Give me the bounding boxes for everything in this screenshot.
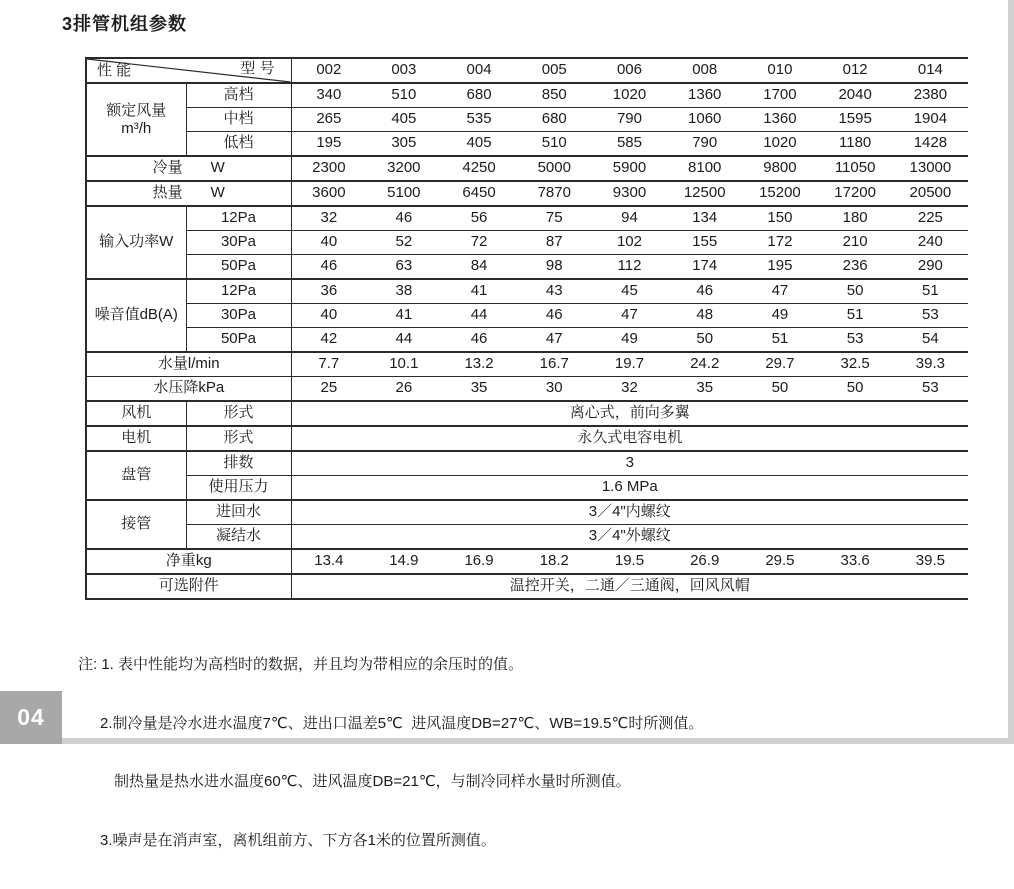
- value-cell: 2380: [893, 83, 968, 108]
- row-group-label: 输入功率W: [86, 206, 186, 279]
- value-cell: 19.5: [592, 549, 667, 574]
- value-cell: 56: [441, 206, 516, 231]
- value-cell: 63: [366, 255, 441, 280]
- row-sub-label: 低档: [186, 132, 291, 157]
- table-row: [86, 549, 968, 574]
- table-row: [86, 206, 968, 231]
- row-group-label: 盘管: [86, 451, 186, 500]
- model-header-cell: 014: [893, 58, 968, 83]
- value-cell: 32.5: [818, 352, 893, 377]
- value-cell: 1060: [667, 108, 742, 132]
- value-cell: 50: [818, 377, 893, 402]
- row-sub-label: 形式: [186, 401, 291, 426]
- value-cell: 44: [366, 328, 441, 353]
- model-header-cell: 010: [742, 58, 817, 83]
- value-cell: 41: [366, 304, 441, 328]
- table-row: [86, 451, 968, 476]
- value-cell: 53: [818, 328, 893, 353]
- table-row: [86, 426, 968, 451]
- value-cell: 3200: [366, 156, 441, 181]
- value-cell: 1020: [592, 83, 667, 108]
- performance-axis-label: 性 能: [97, 62, 132, 80]
- value-cell: 42: [291, 328, 366, 353]
- model-header-cell: 012: [818, 58, 893, 83]
- row-sub-label: 30Pa: [186, 231, 291, 255]
- value-cell: 47: [592, 304, 667, 328]
- value-cell: 195: [742, 255, 817, 280]
- value-cell: 6450: [441, 181, 516, 206]
- row-group-label: 噪音值dB(A): [86, 279, 186, 352]
- value-cell: 50: [818, 279, 893, 304]
- footnotes: [78, 616, 703, 889]
- table-row: [86, 352, 968, 377]
- row-sub-label: 30Pa: [186, 304, 291, 328]
- value-cell: 52: [366, 231, 441, 255]
- page-edge-right: [1008, 0, 1014, 744]
- model-header-cell: 006: [592, 58, 667, 83]
- row-sub-label: 形式: [186, 426, 291, 451]
- value-cell: 340: [291, 83, 366, 108]
- row-sub-label: 50Pa: [186, 328, 291, 353]
- row-label: 水压降kPa: [86, 377, 291, 402]
- value-cell: 43: [517, 279, 592, 304]
- span-value-cell: 1.6 MPa: [291, 476, 968, 501]
- value-cell: 29.7: [742, 352, 817, 377]
- value-cell: 24.2: [667, 352, 742, 377]
- value-cell: 40: [291, 304, 366, 328]
- model-header-cell: 008: [667, 58, 742, 83]
- table-row: [86, 231, 968, 255]
- value-cell: 25: [291, 377, 366, 402]
- value-cell: 2040: [818, 83, 893, 108]
- value-cell: 46: [441, 328, 516, 353]
- footnote-line: 注: 1. 表中性能均为高档时的数据，并且均为带相应的余压时的值。: [78, 656, 524, 673]
- row-group-label: 风机: [86, 401, 186, 426]
- value-cell: 94: [592, 206, 667, 231]
- value-cell: 13.4: [291, 549, 366, 574]
- value-cell: 7870: [517, 181, 592, 206]
- value-cell: 18.2: [517, 549, 592, 574]
- value-cell: 5900: [592, 156, 667, 181]
- span-value-cell: 3: [291, 451, 968, 476]
- value-cell: 510: [366, 83, 441, 108]
- table-row: [86, 377, 968, 402]
- value-cell: 1428: [893, 132, 968, 157]
- value-cell: 680: [441, 83, 516, 108]
- table-row: [86, 181, 968, 206]
- footnote-line: 3.噪声是在消声室，离机组前方、下方各1米的位置所测值。: [100, 831, 496, 849]
- value-cell: 44: [441, 304, 516, 328]
- row-sub-label: 进回水: [186, 500, 291, 525]
- value-cell: 405: [441, 132, 516, 157]
- row-label: 净重kg: [86, 549, 291, 574]
- value-cell: 54: [893, 328, 968, 353]
- value-cell: 3600: [291, 181, 366, 206]
- value-cell: 680: [517, 108, 592, 132]
- value-cell: 47: [742, 279, 817, 304]
- value-cell: 2300: [291, 156, 366, 181]
- value-cell: 290: [893, 255, 968, 280]
- table-row: [86, 83, 968, 108]
- table-row: [86, 132, 968, 157]
- table-row: [86, 500, 968, 525]
- value-cell: 5100: [366, 181, 441, 206]
- value-cell: 510: [517, 132, 592, 157]
- value-cell: 48: [667, 304, 742, 328]
- value-cell: 51: [893, 279, 968, 304]
- value-cell: 50: [742, 377, 817, 402]
- span-value-cell: 3／4"内螺纹: [291, 500, 968, 525]
- value-cell: 12500: [667, 181, 742, 206]
- value-cell: 8100: [667, 156, 742, 181]
- value-cell: 585: [592, 132, 667, 157]
- value-cell: 20500: [893, 181, 968, 206]
- table-row: [86, 574, 968, 599]
- value-cell: 4250: [441, 156, 516, 181]
- value-cell: 265: [291, 108, 366, 132]
- row-sub-label: 高档: [186, 83, 291, 108]
- footnote-line: 2.制冷量是冷水进水温度7℃、进出口温差5℃ 进风温度DB=27℃、WB=19.5℃时所测值。: [100, 714, 704, 732]
- table-row: [86, 476, 968, 501]
- value-cell: 35: [667, 377, 742, 402]
- value-cell: 1595: [818, 108, 893, 132]
- value-cell: 53: [893, 304, 968, 328]
- value-cell: 305: [366, 132, 441, 157]
- value-cell: 112: [592, 255, 667, 280]
- spec-table-body: [86, 83, 968, 599]
- row-group-label: 接管: [86, 500, 186, 549]
- value-cell: 850: [517, 83, 592, 108]
- value-cell: 50: [667, 328, 742, 353]
- value-cell: 39.3: [893, 352, 968, 377]
- value-cell: 87: [517, 231, 592, 255]
- row-group-label: [86, 83, 186, 156]
- value-cell: 535: [441, 108, 516, 132]
- table-row: [86, 255, 968, 280]
- table-row: [86, 108, 968, 132]
- value-cell: 15200: [742, 181, 817, 206]
- model-header-cell: 002: [291, 58, 366, 83]
- value-cell: 32: [592, 377, 667, 402]
- table-row: [86, 156, 968, 181]
- value-cell: 16.7: [517, 352, 592, 377]
- row-label: [86, 156, 291, 181]
- value-cell: 13.2: [441, 352, 516, 377]
- value-cell: 33.6: [818, 549, 893, 574]
- value-cell: 1700: [742, 83, 817, 108]
- row-sub-label: 凝结水: [186, 525, 291, 550]
- spec-table-wrap: [85, 57, 968, 600]
- span-value-cell: 永久式电容电机: [291, 426, 968, 451]
- value-cell: 75: [517, 206, 592, 231]
- span-value-cell: 离心式，前向多翼: [291, 401, 968, 426]
- spec-table: [85, 57, 968, 600]
- table-row: [86, 525, 968, 550]
- value-cell: 9300: [592, 181, 667, 206]
- value-cell: 102: [592, 231, 667, 255]
- value-cell: 11050: [818, 156, 893, 181]
- row-sub-label: 中档: [186, 108, 291, 132]
- value-cell: 32: [291, 206, 366, 231]
- value-cell: 210: [818, 231, 893, 255]
- value-cell: 45: [592, 279, 667, 304]
- value-cell: 35: [441, 377, 516, 402]
- value-cell: 26: [366, 377, 441, 402]
- value-cell: 51: [818, 304, 893, 328]
- value-cell: 29.5: [742, 549, 817, 574]
- row-unit-text: W: [210, 159, 225, 177]
- value-cell: 1180: [818, 132, 893, 157]
- row-sub-label: 使用压力: [186, 476, 291, 501]
- value-cell: 1360: [742, 108, 817, 132]
- table-row: [86, 328, 968, 353]
- model-axis-label: 型 号: [240, 60, 275, 77]
- value-cell: 98: [517, 255, 592, 280]
- value-cell: 172: [742, 231, 817, 255]
- value-cell: 19.7: [592, 352, 667, 377]
- value-cell: 1904: [893, 108, 968, 132]
- value-cell: 84: [441, 255, 516, 280]
- value-cell: 10.1: [366, 352, 441, 377]
- value-cell: 41: [441, 279, 516, 304]
- row-sub-label: 12Pa: [186, 206, 291, 231]
- table-row: [86, 304, 968, 328]
- group-label-line: 额定风量: [106, 102, 167, 120]
- span-value-cell: 温控开关，二通／三通阀，回风风帽: [291, 574, 968, 599]
- value-cell: 13000: [893, 156, 968, 181]
- value-cell: 46: [366, 206, 441, 231]
- value-cell: 40: [291, 231, 366, 255]
- row-sub-label: 12Pa: [186, 279, 291, 304]
- value-cell: 53: [893, 377, 968, 402]
- value-cell: 46: [517, 304, 592, 328]
- row-label: 水量l/min: [86, 352, 291, 377]
- value-cell: 240: [893, 231, 968, 255]
- value-cell: 9800: [742, 156, 817, 181]
- value-cell: 46: [667, 279, 742, 304]
- footnote-line: 制热量是热水进水温度60℃、进风温度DB=21℃，与制冷同样水量时所测值。: [114, 773, 631, 790]
- value-cell: 30: [517, 377, 592, 402]
- model-header-cell: 004: [441, 58, 516, 83]
- row-label-text: 冷量: [152, 159, 183, 177]
- value-cell: 155: [667, 231, 742, 255]
- row-sub-label: 50Pa: [186, 255, 291, 280]
- value-cell: 72: [441, 231, 516, 255]
- row-group-label: 电机: [86, 426, 186, 451]
- group-unit-line: m³/h: [121, 119, 152, 137]
- value-cell: 134: [667, 206, 742, 231]
- row-label: [86, 181, 291, 206]
- model-header-cell: 005: [517, 58, 592, 83]
- row-label: 可选附件: [86, 574, 291, 599]
- row-sub-label: 排数: [186, 451, 291, 476]
- page-title: 3排管机组参数: [62, 14, 188, 34]
- value-cell: 46: [291, 255, 366, 280]
- page-number: 04: [17, 704, 45, 730]
- page-number-badge: [0, 691, 62, 744]
- value-cell: 49: [592, 328, 667, 353]
- value-cell: 150: [742, 206, 817, 231]
- value-cell: 174: [667, 255, 742, 280]
- value-cell: 26.9: [667, 549, 742, 574]
- header-corner-cell: [86, 58, 291, 83]
- value-cell: 14.9: [366, 549, 441, 574]
- table-row: [86, 401, 968, 426]
- value-cell: 36: [291, 279, 366, 304]
- value-cell: 39.5: [893, 549, 968, 574]
- value-cell: 49: [742, 304, 817, 328]
- value-cell: 195: [291, 132, 366, 157]
- value-cell: 16.9: [441, 549, 516, 574]
- row-label-text: 热量: [152, 184, 183, 202]
- model-header-row: [86, 58, 968, 83]
- value-cell: 51: [742, 328, 817, 353]
- span-value-cell: 3／4"外螺纹: [291, 525, 968, 550]
- value-cell: 405: [366, 108, 441, 132]
- value-cell: 225: [893, 206, 968, 231]
- value-cell: 236: [818, 255, 893, 280]
- value-cell: 790: [592, 108, 667, 132]
- value-cell: 1020: [742, 132, 817, 157]
- value-cell: 47: [517, 328, 592, 353]
- table-row: [86, 279, 968, 304]
- value-cell: 38: [366, 279, 441, 304]
- model-header-cell: 003: [366, 58, 441, 83]
- value-cell: 790: [667, 132, 742, 157]
- value-cell: 1360: [667, 83, 742, 108]
- value-cell: 180: [818, 206, 893, 231]
- value-cell: 5000: [517, 156, 592, 181]
- value-cell: 7.7: [291, 352, 366, 377]
- value-cell: 17200: [818, 181, 893, 206]
- row-unit-text: W: [210, 184, 225, 202]
